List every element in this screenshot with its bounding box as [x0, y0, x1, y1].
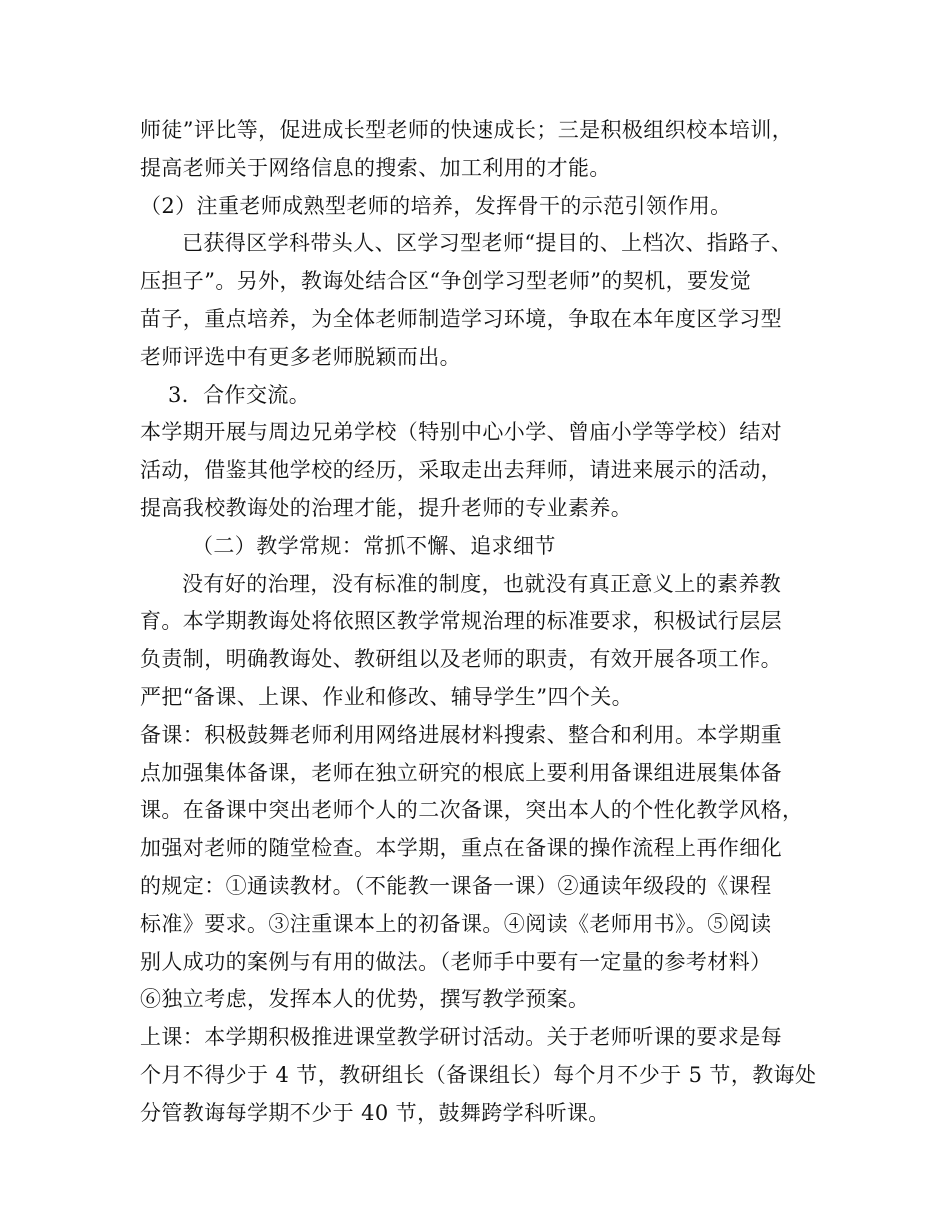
text-line: 点加强集体备课，老师在独立研究的根底上要利用备课组进展集体备 — [140, 760, 782, 785]
text-line: 分管教诲每学期不少于 40 节，鼓舞跨学科听课。 — [140, 1100, 610, 1125]
text-line: 已获得区学科带头人、区学习型老师“提目的、上档次、指路子、 — [182, 231, 793, 256]
section-heading: （二）教学常规：常抓不懈、追求细节 — [192, 533, 556, 558]
text-line: 严把“备课、上课、作业和修改、辅导学生”四个关。 — [140, 684, 634, 709]
text-line: 师徒”评比等，促进成长型老师的快速成长；三是积极组织校本培训， — [140, 118, 794, 142]
text-line: 3．合作交流。 — [168, 382, 311, 407]
text-line: 压担子”。另外，教诲处结合区“争创学习型老师”的契机，要发觉 — [140, 269, 752, 294]
document-body-text — [140, 112, 830, 1133]
text-line: 加强对老师的随堂检查。本学期，重点在备课的操作流程上再作细化 — [140, 836, 782, 861]
text-line: 提高老师关于网络信息的搜索、加工利用的才能。 — [140, 155, 611, 180]
text-line: 上课：本学期积极推进课堂教学研讨活动。关于老师听课的要求是每 — [140, 1025, 782, 1050]
text-line: 别人成功的案例与有用的做法。（老师手中要有一定量的参考材料） — [140, 949, 772, 974]
text-line: 个月不得少于 4 节，教研组长（备课组长）每个月不少于 5 节，教诲处 — [140, 1062, 817, 1087]
text-line: 没有好的治理，没有标准的制度，也就没有真正意义上的素养教 — [182, 571, 782, 596]
text-line: 活动，借鉴其他学校的经历，采取走出去拜师，请进来展示的活动， — [140, 458, 782, 483]
text-line: 的规定：①通读教材。（不能教一课备一课）②通读年级段的《课程 — [140, 873, 772, 898]
text-line: 提高我校教诲处的治理才能，提升老师的专业素养。 — [140, 495, 633, 520]
text-line: 负责制，明确教诲处、教研组以及老师的职责，有效开展各项工作。 — [140, 647, 782, 672]
text-line: 本学期开展与周边兄弟学校（特别中心小学、曾庙小学等学校）结对 — [140, 420, 782, 445]
text-line: 苗子，重点培养，为全体老师制造学习环境，争取在本年度区学习型 — [140, 306, 782, 331]
text-line: 标准》要求。③注重课本上的初备课。④阅读《老师用书》。⑤阅读 — [140, 911, 772, 936]
text-line: 老师评选中有更多老师脱颖而出。 — [140, 344, 461, 369]
text-line: 育。本学期教诲处将依照区教学常规治理的标准要求，积极试行层层 — [140, 609, 782, 634]
text-line: （2）注重老师成熟型老师的培养，发挥骨干的示范引领作用。 — [140, 193, 732, 218]
text-line: 课。在备课中突出老师个人的二次备课，突出本人的个性化教学风格， — [140, 798, 804, 823]
text-line: 备课：积极鼓舞老师利用网络进展材料搜索、整合和利用。本学期重 — [140, 722, 782, 747]
text-line: ⑥独立考虑，发挥本人的优势，撰写教学预案。 — [140, 987, 590, 1012]
